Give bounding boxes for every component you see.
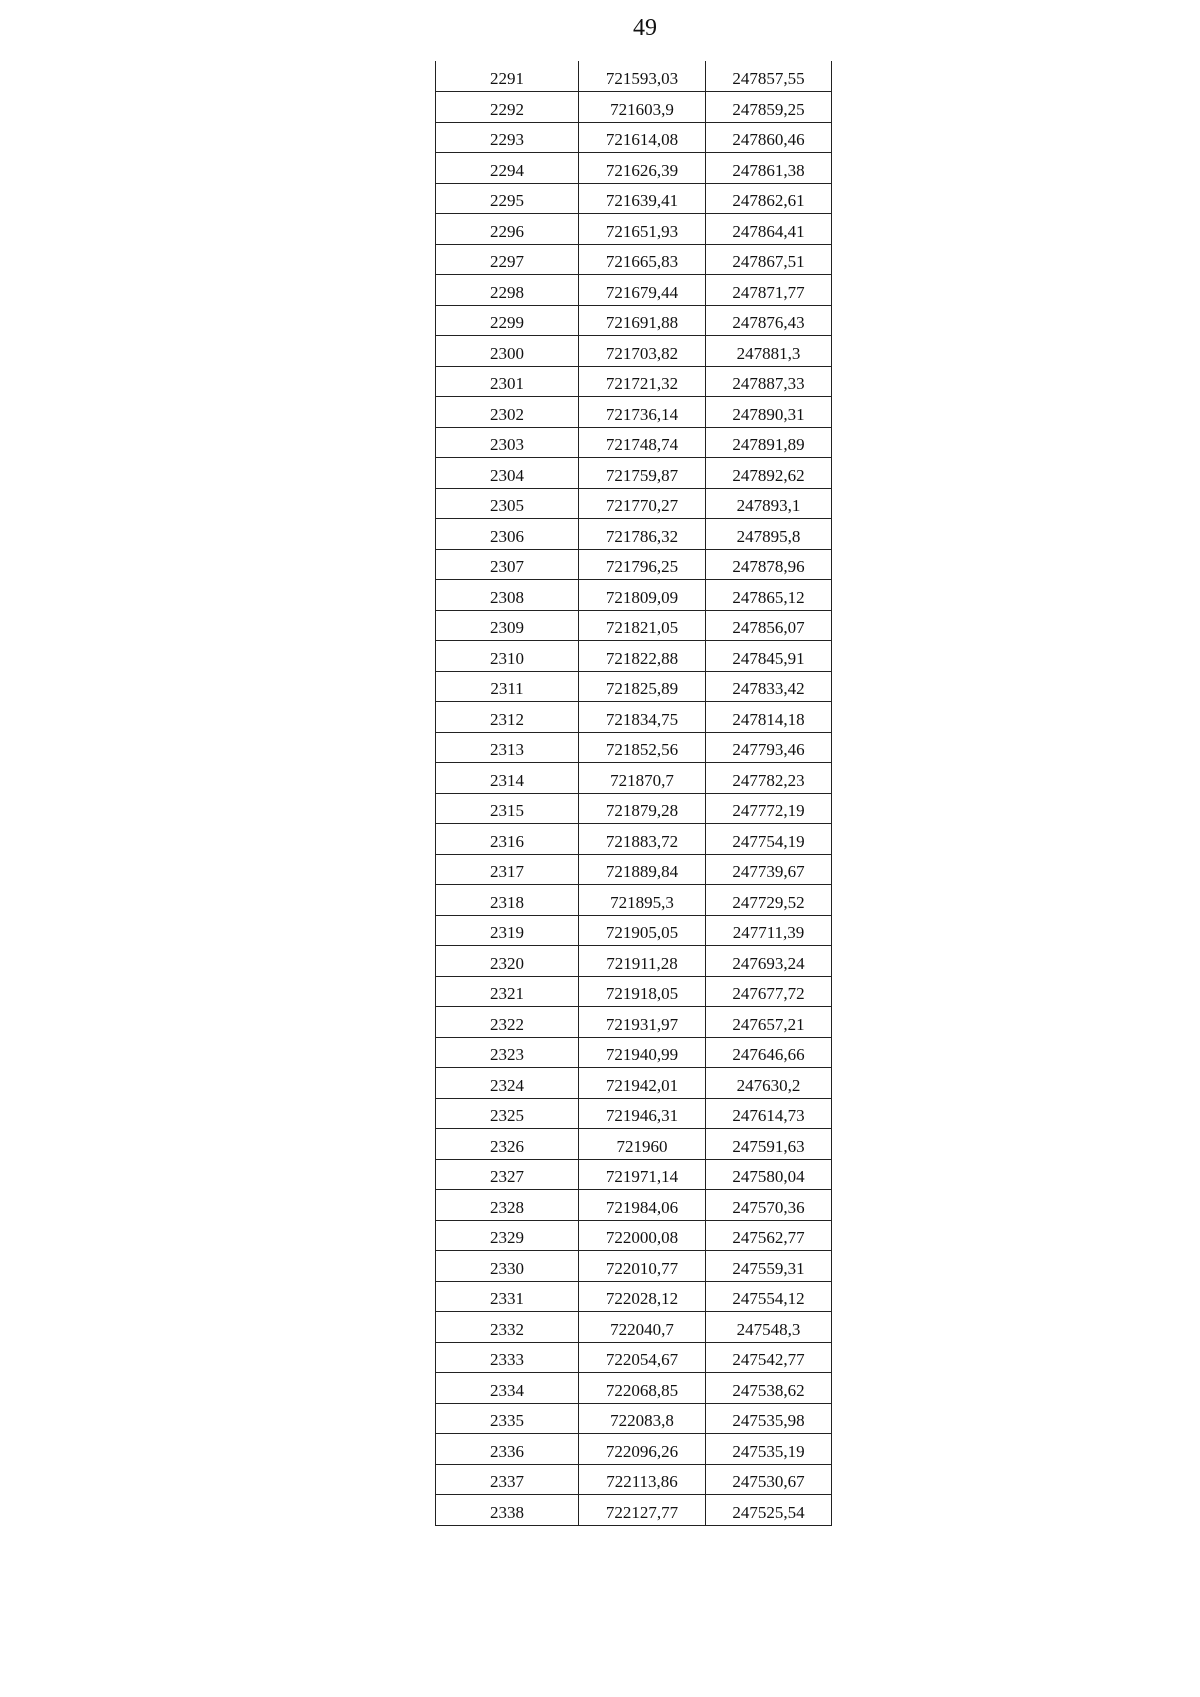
table-row <box>436 366 832 397</box>
x-coordinate-cell: 722054,67 <box>579 1342 706 1373</box>
y-coordinate-cell: 247860,46 <box>706 122 832 153</box>
x-coordinate-cell: 721679,44 <box>579 275 706 306</box>
y-coordinate-cell: 247871,77 <box>706 275 832 306</box>
y-coordinate-cell: 247535,19 <box>706 1434 832 1465</box>
y-coordinate-cell: 247754,19 <box>706 824 832 855</box>
point-number-cell: 2336 <box>436 1434 579 1465</box>
y-coordinate-cell: 247881,3 <box>706 336 832 367</box>
x-coordinate-cell: 722113,86 <box>579 1464 706 1495</box>
x-coordinate-cell: 721940,99 <box>579 1037 706 1068</box>
point-number-cell: 2306 <box>436 519 579 550</box>
point-number-cell: 2318 <box>436 885 579 916</box>
y-coordinate-cell: 247548,3 <box>706 1312 832 1343</box>
x-coordinate-cell: 721721,32 <box>579 366 706 397</box>
x-coordinate-cell: 722010,77 <box>579 1251 706 1282</box>
point-number-cell: 2327 <box>436 1159 579 1190</box>
y-coordinate-cell: 247878,96 <box>706 549 832 580</box>
point-number-cell: 2304 <box>436 458 579 489</box>
x-coordinate-cell: 721960 <box>579 1129 706 1160</box>
point-number-cell: 2291 <box>436 61 579 92</box>
point-number-cell: 2323 <box>436 1037 579 1068</box>
y-coordinate-cell: 247793,46 <box>706 732 832 763</box>
table-row <box>436 305 832 336</box>
table-row <box>436 488 832 519</box>
table-row <box>436 1220 832 1251</box>
point-number-cell: 2301 <box>436 366 579 397</box>
x-coordinate-cell: 721918,05 <box>579 976 706 1007</box>
table-row <box>436 458 832 489</box>
x-coordinate-cell: 721971,14 <box>579 1159 706 1190</box>
table-row <box>436 153 832 184</box>
table-row <box>436 336 832 367</box>
y-coordinate-cell: 247859,25 <box>706 92 832 123</box>
point-number-cell: 2321 <box>436 976 579 1007</box>
table-row <box>436 1373 832 1404</box>
point-number-cell: 2292 <box>436 92 579 123</box>
x-coordinate-cell: 721905,05 <box>579 915 706 946</box>
x-coordinate-cell: 721821,05 <box>579 610 706 641</box>
x-coordinate-cell: 721834,75 <box>579 702 706 733</box>
x-coordinate-cell: 721889,84 <box>579 854 706 885</box>
point-number-cell: 2324 <box>436 1068 579 1099</box>
y-coordinate-cell: 247782,23 <box>706 763 832 794</box>
point-number-cell: 2305 <box>436 488 579 519</box>
point-number-cell: 2299 <box>436 305 579 336</box>
table-row <box>436 92 832 123</box>
point-number-cell: 2315 <box>436 793 579 824</box>
x-coordinate-cell: 721614,08 <box>579 122 706 153</box>
coordinates-table <box>435 61 832 1526</box>
point-number-cell: 2325 <box>436 1098 579 1129</box>
y-coordinate-cell: 247614,73 <box>706 1098 832 1129</box>
table-row <box>436 824 832 855</box>
point-number-cell: 2293 <box>436 122 579 153</box>
y-coordinate-cell: 247892,62 <box>706 458 832 489</box>
point-number-cell: 2335 <box>436 1403 579 1434</box>
point-number-cell: 2314 <box>436 763 579 794</box>
table-row <box>436 1098 832 1129</box>
point-number-cell: 2298 <box>436 275 579 306</box>
y-coordinate-cell: 247693,24 <box>706 946 832 977</box>
x-coordinate-cell: 721870,7 <box>579 763 706 794</box>
table-row <box>436 732 832 763</box>
y-coordinate-cell: 247893,1 <box>706 488 832 519</box>
x-coordinate-cell: 721796,25 <box>579 549 706 580</box>
table-row <box>436 1007 832 1038</box>
table-row <box>436 1342 832 1373</box>
x-coordinate-cell: 721665,83 <box>579 244 706 275</box>
table-row <box>436 275 832 306</box>
point-number-cell: 2320 <box>436 946 579 977</box>
y-coordinate-cell: 247538,62 <box>706 1373 832 1404</box>
point-number-cell: 2329 <box>436 1220 579 1251</box>
x-coordinate-cell: 721822,88 <box>579 641 706 672</box>
point-number-cell: 2338 <box>436 1495 579 1526</box>
x-coordinate-cell: 721736,14 <box>579 397 706 428</box>
x-coordinate-cell: 721931,97 <box>579 1007 706 1038</box>
x-coordinate-cell: 721883,72 <box>579 824 706 855</box>
x-coordinate-cell: 722068,85 <box>579 1373 706 1404</box>
point-number-cell: 2337 <box>436 1464 579 1495</box>
point-number-cell: 2319 <box>436 915 579 946</box>
y-coordinate-cell: 247891,89 <box>706 427 832 458</box>
point-number-cell: 2294 <box>436 153 579 184</box>
table-row <box>436 976 832 1007</box>
table-row <box>436 183 832 214</box>
point-number-cell: 2300 <box>436 336 579 367</box>
point-number-cell: 2322 <box>436 1007 579 1038</box>
point-number-cell: 2295 <box>436 183 579 214</box>
table-row <box>436 1068 832 1099</box>
y-coordinate-cell: 247562,77 <box>706 1220 832 1251</box>
point-number-cell: 2307 <box>436 549 579 580</box>
table-row <box>436 244 832 275</box>
y-coordinate-cell: 247833,42 <box>706 671 832 702</box>
point-number-cell: 2311 <box>436 671 579 702</box>
y-coordinate-cell: 247729,52 <box>706 885 832 916</box>
table-row <box>436 1312 832 1343</box>
table-row <box>436 1464 832 1495</box>
point-number-cell: 2332 <box>436 1312 579 1343</box>
table-row <box>436 1129 832 1160</box>
y-coordinate-cell: 247887,33 <box>706 366 832 397</box>
y-coordinate-cell: 247856,07 <box>706 610 832 641</box>
table-row <box>436 915 832 946</box>
x-coordinate-cell: 721593,03 <box>579 61 706 92</box>
coordinates-table-body <box>436 61 832 1525</box>
x-coordinate-cell: 721984,06 <box>579 1190 706 1221</box>
point-number-cell: 2330 <box>436 1251 579 1282</box>
point-number-cell: 2316 <box>436 824 579 855</box>
y-coordinate-cell: 247857,55 <box>706 61 832 92</box>
y-coordinate-cell: 247814,18 <box>706 702 832 733</box>
table-row <box>436 1434 832 1465</box>
x-coordinate-cell: 721786,32 <box>579 519 706 550</box>
table-row <box>436 1495 832 1526</box>
table-row <box>436 61 832 92</box>
y-coordinate-cell: 247865,12 <box>706 580 832 611</box>
y-coordinate-cell: 247711,39 <box>706 915 832 946</box>
point-number-cell: 2313 <box>436 732 579 763</box>
y-coordinate-cell: 247530,67 <box>706 1464 832 1495</box>
x-coordinate-cell: 722040,7 <box>579 1312 706 1343</box>
y-coordinate-cell: 247876,43 <box>706 305 832 336</box>
point-number-cell: 2310 <box>436 641 579 672</box>
table-row <box>436 580 832 611</box>
table-row <box>436 1159 832 1190</box>
point-number-cell: 2331 <box>436 1281 579 1312</box>
y-coordinate-cell: 247862,61 <box>706 183 832 214</box>
table-row <box>436 1037 832 1068</box>
x-coordinate-cell: 721879,28 <box>579 793 706 824</box>
x-coordinate-cell: 721911,28 <box>579 946 706 977</box>
table-row <box>436 1251 832 1282</box>
point-number-cell: 2303 <box>436 427 579 458</box>
x-coordinate-cell: 721852,56 <box>579 732 706 763</box>
table-row <box>436 427 832 458</box>
point-number-cell: 2334 <box>436 1373 579 1404</box>
table-row <box>436 702 832 733</box>
y-coordinate-cell: 247591,63 <box>706 1129 832 1160</box>
y-coordinate-cell: 247554,12 <box>706 1281 832 1312</box>
y-coordinate-cell: 247559,31 <box>706 1251 832 1282</box>
table-row <box>436 1190 832 1221</box>
x-coordinate-cell: 721770,27 <box>579 488 706 519</box>
table-row <box>436 610 832 641</box>
x-coordinate-cell: 721942,01 <box>579 1068 706 1099</box>
y-coordinate-cell: 247657,21 <box>706 1007 832 1038</box>
table-row <box>436 214 832 245</box>
y-coordinate-cell: 247542,77 <box>706 1342 832 1373</box>
table-row <box>436 671 832 702</box>
point-number-cell: 2296 <box>436 214 579 245</box>
point-number-cell: 2312 <box>436 702 579 733</box>
y-coordinate-cell: 247525,54 <box>706 1495 832 1526</box>
table-row <box>436 854 832 885</box>
x-coordinate-cell: 721651,93 <box>579 214 706 245</box>
x-coordinate-cell: 721748,74 <box>579 427 706 458</box>
y-coordinate-cell: 247895,8 <box>706 519 832 550</box>
table-row <box>436 885 832 916</box>
x-coordinate-cell: 722096,26 <box>579 1434 706 1465</box>
x-coordinate-cell: 721946,31 <box>579 1098 706 1129</box>
y-coordinate-cell: 247890,31 <box>706 397 832 428</box>
x-coordinate-cell: 722028,12 <box>579 1281 706 1312</box>
y-coordinate-cell: 247580,04 <box>706 1159 832 1190</box>
x-coordinate-cell: 721759,87 <box>579 458 706 489</box>
table-row <box>436 763 832 794</box>
x-coordinate-cell: 722127,77 <box>579 1495 706 1526</box>
table-row <box>436 1403 832 1434</box>
point-number-cell: 2297 <box>436 244 579 275</box>
x-coordinate-cell: 721626,39 <box>579 153 706 184</box>
table-row <box>436 122 832 153</box>
y-coordinate-cell: 247646,66 <box>706 1037 832 1068</box>
page-number: 49 <box>633 15 657 41</box>
x-coordinate-cell: 721639,41 <box>579 183 706 214</box>
point-number-cell: 2317 <box>436 854 579 885</box>
x-coordinate-cell: 721603,9 <box>579 92 706 123</box>
x-coordinate-cell: 721825,89 <box>579 671 706 702</box>
point-number-cell: 2328 <box>436 1190 579 1221</box>
y-coordinate-cell: 247867,51 <box>706 244 832 275</box>
table-row <box>436 397 832 428</box>
table-row <box>436 1281 832 1312</box>
point-number-cell: 2326 <box>436 1129 579 1160</box>
table-row <box>436 519 832 550</box>
table-row <box>436 549 832 580</box>
x-coordinate-cell: 722000,08 <box>579 1220 706 1251</box>
y-coordinate-cell: 247845,91 <box>706 641 832 672</box>
x-coordinate-cell: 721809,09 <box>579 580 706 611</box>
y-coordinate-cell: 247677,72 <box>706 976 832 1007</box>
table-row <box>436 793 832 824</box>
x-coordinate-cell: 722083,8 <box>579 1403 706 1434</box>
y-coordinate-cell: 247864,41 <box>706 214 832 245</box>
y-coordinate-cell: 247861,38 <box>706 153 832 184</box>
x-coordinate-cell: 721895,3 <box>579 885 706 916</box>
point-number-cell: 2308 <box>436 580 579 611</box>
table-row <box>436 946 832 977</box>
y-coordinate-cell: 247630,2 <box>706 1068 832 1099</box>
table-row <box>436 641 832 672</box>
y-coordinate-cell: 247570,36 <box>706 1190 832 1221</box>
point-number-cell: 2302 <box>436 397 579 428</box>
y-coordinate-cell: 247772,19 <box>706 793 832 824</box>
y-coordinate-cell: 247535,98 <box>706 1403 832 1434</box>
x-coordinate-cell: 721703,82 <box>579 336 706 367</box>
x-coordinate-cell: 721691,88 <box>579 305 706 336</box>
point-number-cell: 2333 <box>436 1342 579 1373</box>
point-number-cell: 2309 <box>436 610 579 641</box>
y-coordinate-cell: 247739,67 <box>706 854 832 885</box>
